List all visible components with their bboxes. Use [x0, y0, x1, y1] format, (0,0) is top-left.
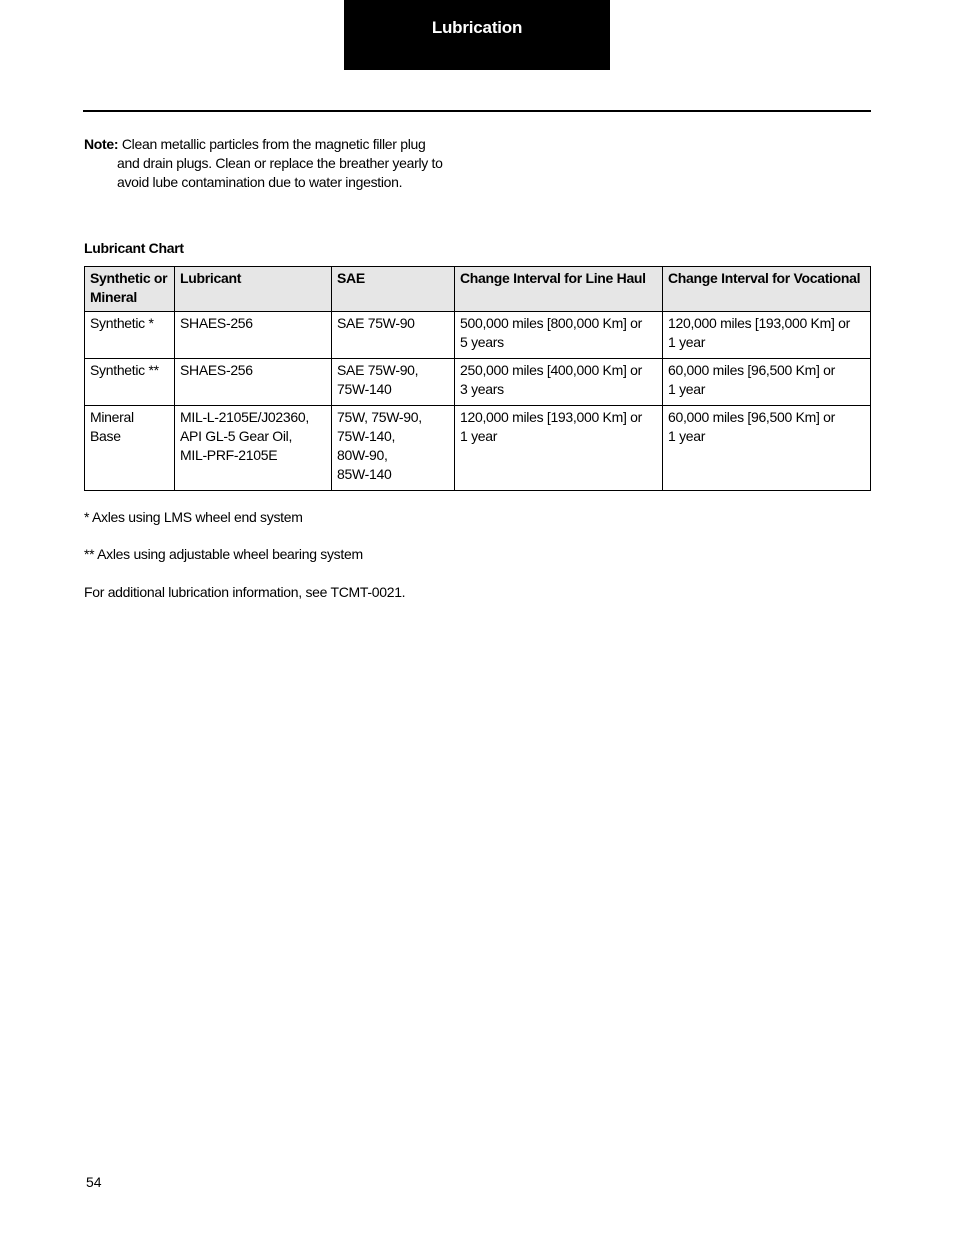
column-header-sae: SAE: [332, 267, 455, 312]
column-header-line-haul: Change Interval for Line Haul: [455, 267, 663, 312]
table-row: [85, 359, 871, 406]
section-title: Lubrication: [431, 17, 523, 37]
cell-line-haul: 120,000 miles [193,000 Km] or 1 year: [455, 406, 663, 491]
cell-line-haul: 250,000 miles [400,000 Km] or 3 years: [455, 359, 663, 406]
cell-lubricant: SHAES-256: [175, 359, 332, 406]
cell-vocational: 60,000 miles [96,500 Km] or 1 year: [663, 406, 871, 491]
footnote-double-star: ** Axles using adjustable wheel bearing system: [84, 546, 363, 562]
table-row: [85, 406, 871, 491]
header-divider: [83, 110, 871, 112]
note-line-2: and drain plugs. Clean or replace the breather yearly to: [117, 155, 443, 171]
cell-type: Mineral Base: [85, 406, 175, 491]
lubricant-chart-table: [84, 266, 871, 491]
column-header-type: Synthetic or Mineral: [85, 267, 175, 312]
cell-type: Synthetic **: [85, 359, 175, 406]
table-row: [85, 312, 871, 359]
cell-type: Synthetic *: [85, 312, 175, 359]
column-header-vocational: Change Interval for Vocational: [663, 267, 871, 312]
cell-vocational: 60,000 miles [96,500 Km] or 1 year: [663, 359, 871, 406]
section-header-tab: [344, 0, 610, 70]
page-number: 54: [86, 1174, 102, 1190]
column-header-lubricant: Lubricant: [175, 267, 332, 312]
note-block: [84, 135, 464, 192]
footnote-single-star: * Axles using LMS wheel end system: [84, 509, 303, 525]
lubricant-chart-title: Lubricant Chart: [84, 240, 184, 256]
cell-sae: 75W, 75W-90, 75W-140, 80W-90, 85W-140: [332, 406, 455, 491]
cell-lubricant: MIL-L-2105E/J02360, API GL-5 Gear Oil, MIL-PRF-2105E: [175, 406, 332, 491]
cell-vocational: 120,000 miles [193,000 Km] or 1 year: [663, 312, 871, 359]
cell-lubricant: SHAES-256: [175, 312, 332, 359]
note-line-3: avoid lube contamination due to water ingestion.: [117, 174, 403, 190]
note-line-1: Clean metallic particles from the magnetic filler plug: [121, 136, 426, 152]
cell-line-haul: 500,000 miles [800,000 Km] or 5 years: [455, 312, 663, 359]
additional-info-text: For additional lubrication information, see TCMT-0021.: [84, 584, 406, 600]
cell-sae: SAE 75W-90: [332, 312, 455, 359]
cell-sae: SAE 75W-90, 75W-140: [332, 359, 455, 406]
note-label: Note:: [84, 136, 119, 152]
table-header-row: [85, 267, 871, 312]
